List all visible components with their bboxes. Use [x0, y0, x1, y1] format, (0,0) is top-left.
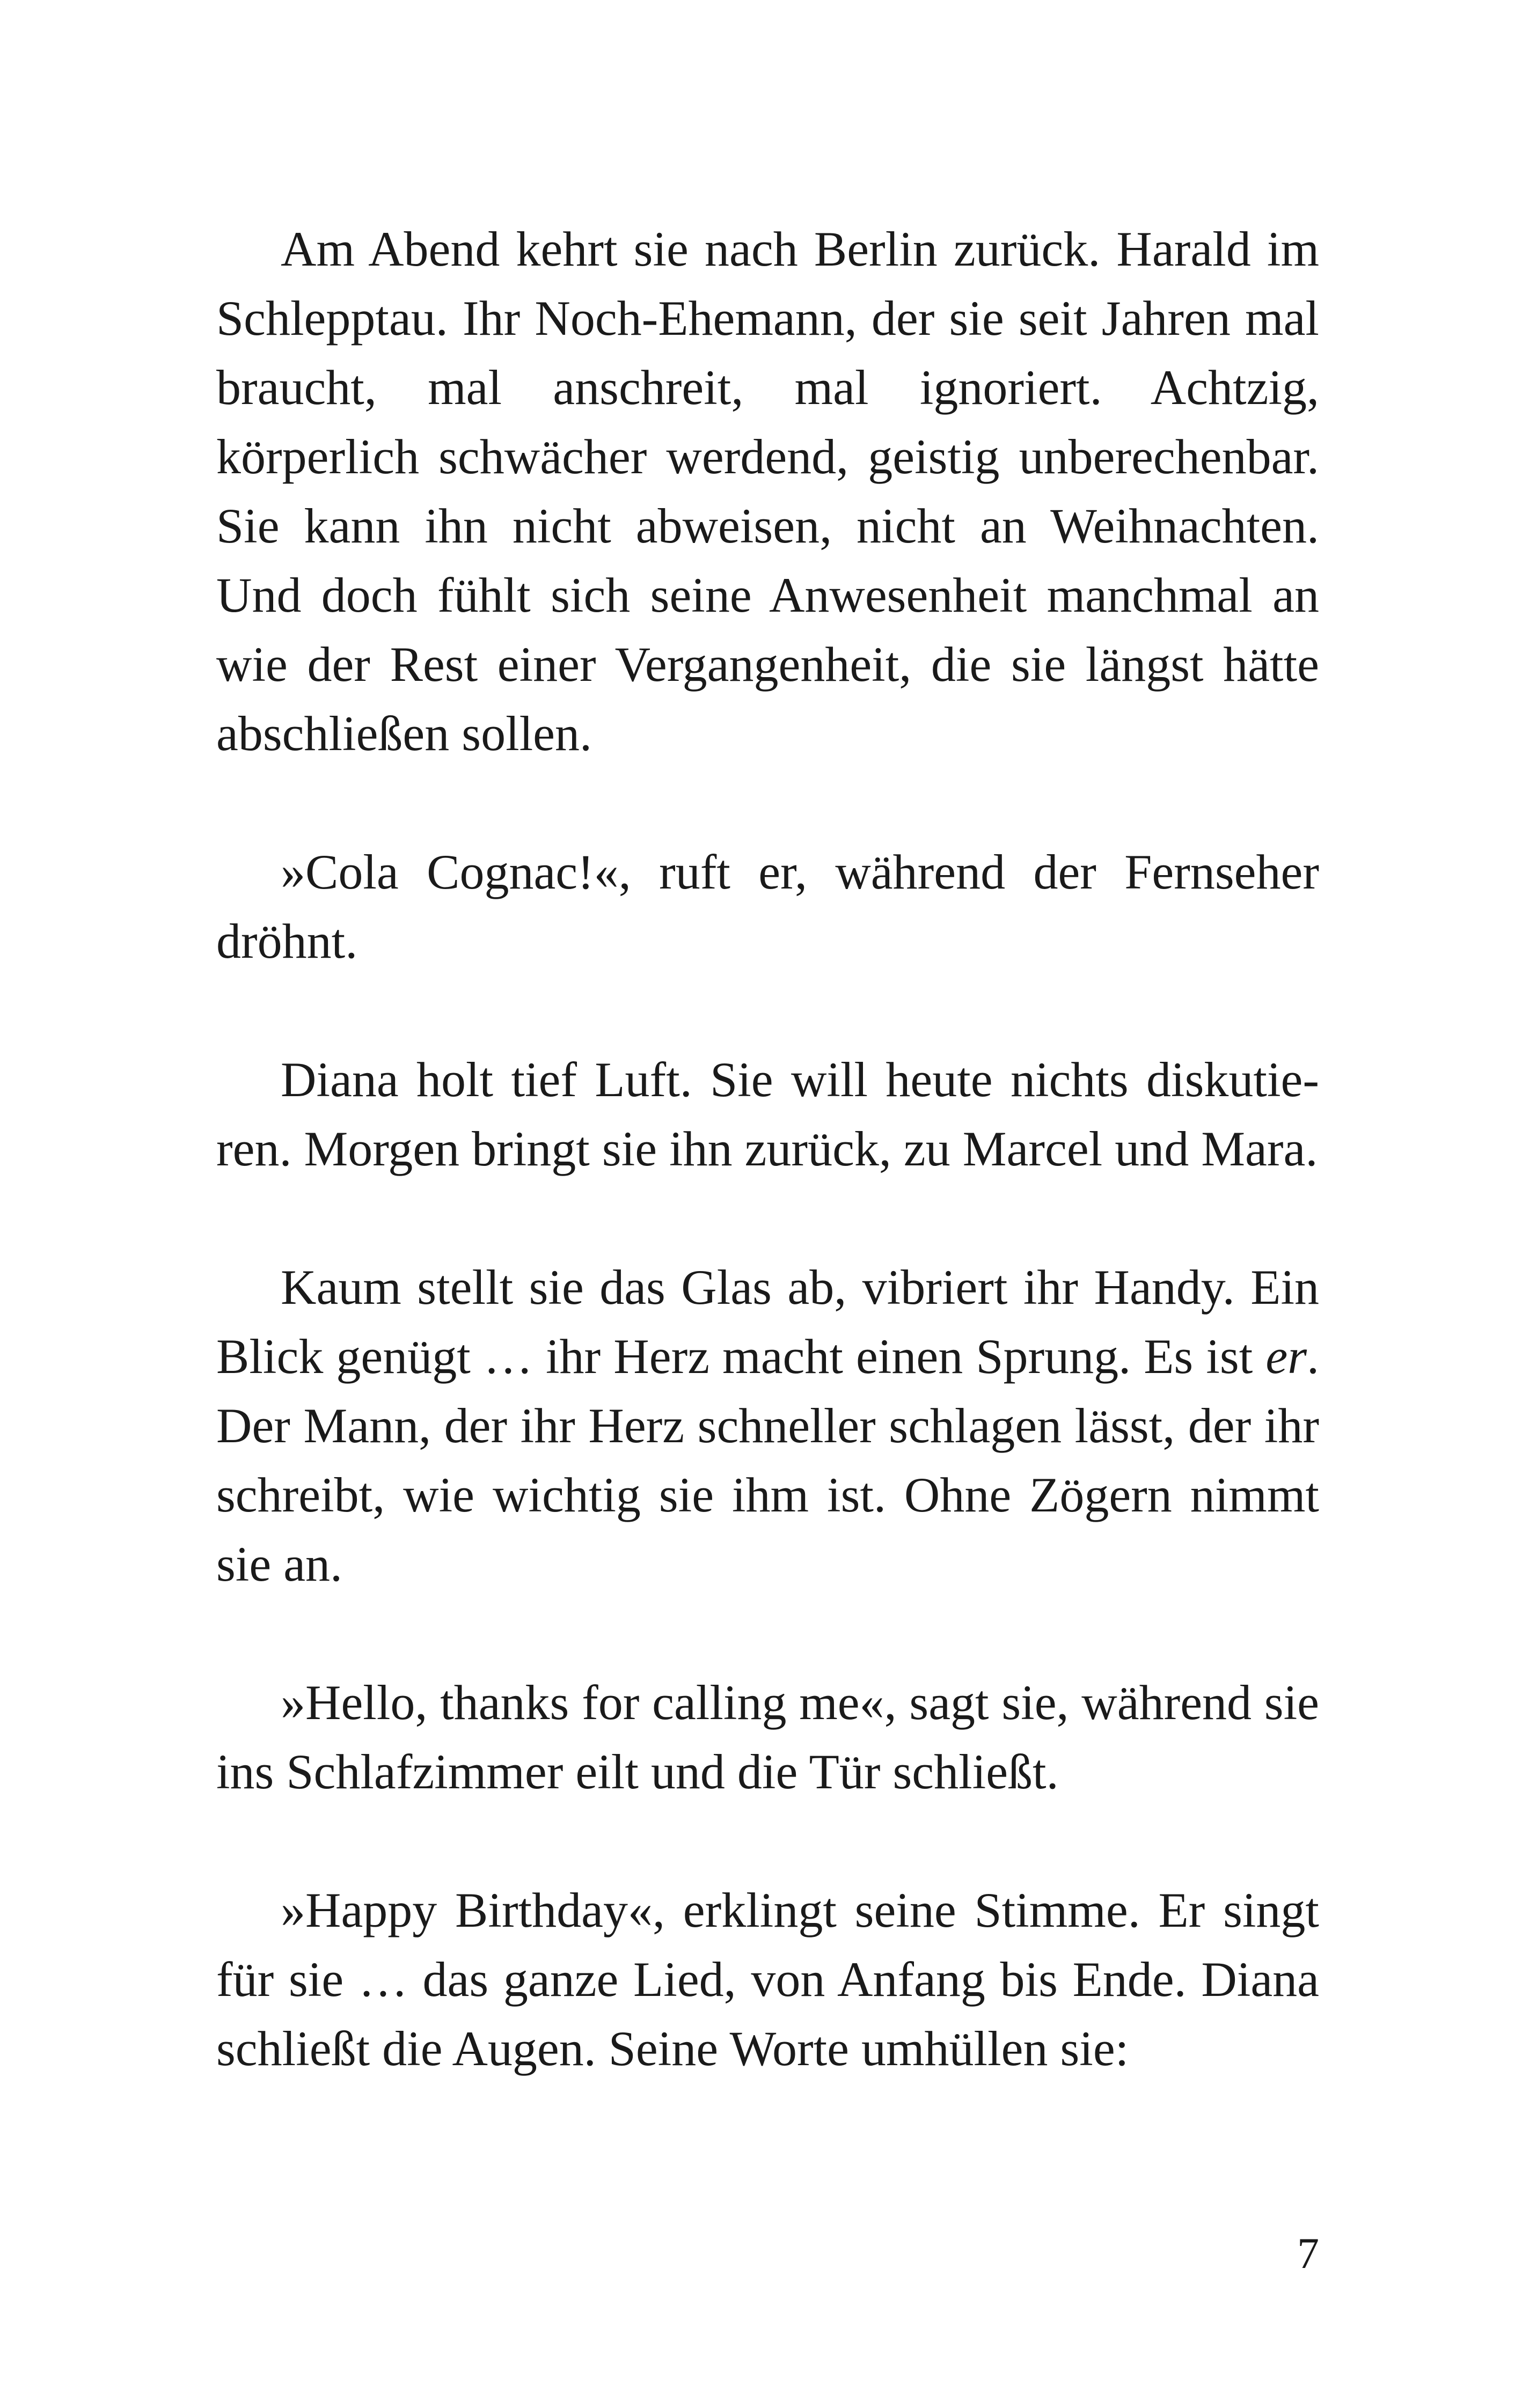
- paragraph-3-text: Diana holt tief Luft. Sie will heute nichts diskutieren. Morgen bringt sie ihn zurück, zu Marcel und Mara.: [216, 1052, 1319, 1176]
- page-number: 7: [1297, 2229, 1319, 2278]
- paragraph-5: [216, 1668, 1319, 1807]
- paragraph-3: [216, 1045, 1319, 1184]
- paragraph-6-text: »Happy Birthday«, erklingt seine Stimme. Er singt für sie … das ganze Lied, von Anfang bis Ende. Diana schließt die Augen. Seine Worte umhüllen sie:: [216, 1883, 1319, 2076]
- body-text: [216, 215, 1319, 2083]
- paragraph-1: [216, 215, 1319, 768]
- paragraph-4: [216, 1253, 1319, 1599]
- paragraph-2-text: »Cola Cognac!«, ruft er, während der Fernseher dröhnt.: [216, 845, 1319, 968]
- paragraph-4-text-b: . Der Mann, der ihr Herz schneller schlagen lässt, der ihr schreibt, wie wichtig sie ihm ist. Ohne Zögern nimmt sie an.: [216, 1329, 1319, 1591]
- paragraph-4-emphasis: er: [1265, 1329, 1307, 1384]
- paragraph-5-text: »Hello, thanks for calling me«, sagt sie, während sie ins Schlafzimmer eilt und die Tür schließt.: [216, 1675, 1319, 1799]
- paragraph-2: [216, 838, 1319, 976]
- paragraph-6: [216, 1876, 1319, 2083]
- paragraph-1-text: Am Abend kehrt sie nach Berlin zurück. Harald im Schlepptau. Ihr Noch-Ehemann, der sie seit Jahren mal braucht, mal anschreit, mal ignoriert. Achtzig, körperlich schwächer werdend, geistig unberechenbar. Sie kann ihn nicht abweisen, nicht an Weihnachten. Und doch fühlt sich seine Anwesenheit manchmal an wie der Rest einer Vergangenheit, die sie längst hätte abschließen sollen.: [216, 222, 1319, 761]
- paragraph-4-text-a: Kaum stellt sie das Glas ab, vibriert ihr Handy. Ein Blick genügt … ihr Herz macht einen Sprung. Es ist: [216, 1260, 1319, 1384]
